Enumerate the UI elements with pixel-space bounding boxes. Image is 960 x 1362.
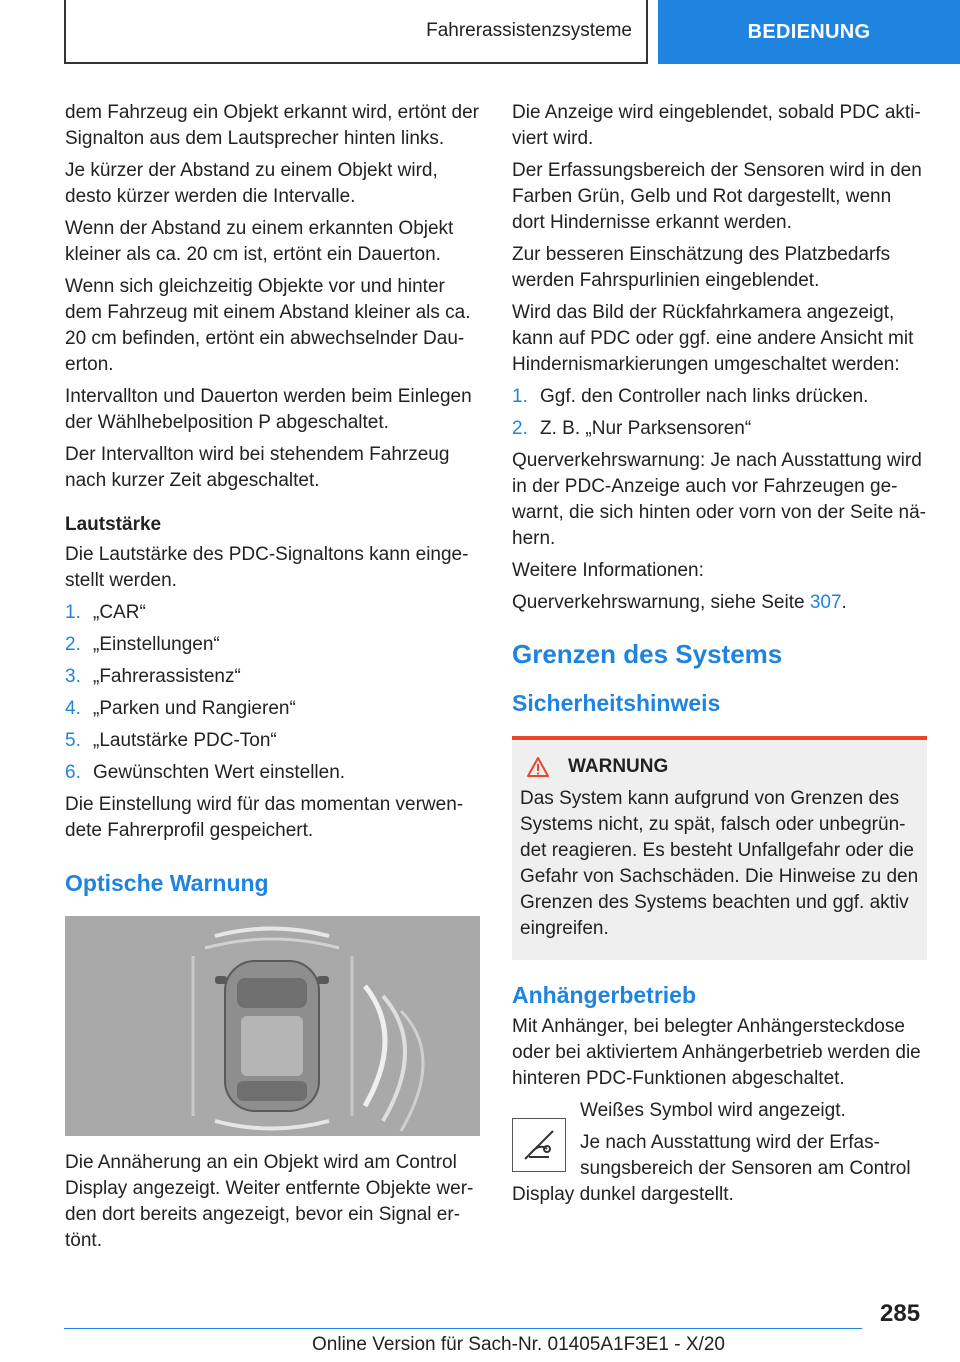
limits-heading: Grenzen des Systems (512, 639, 783, 669)
symbol-description: Weißes Symbol wird angezeigt. Je nach Ausstattung wird der Erfas‐sungsbereich der Sensoren am Control (580, 1100, 911, 1179)
paragraph: Die Anzeige wird eingeblendet, sobald PDC akti‐viert wird. (512, 102, 921, 149)
trailer-symbol-icon (512, 1118, 566, 1172)
more-info-label: Weitere Informationen: (512, 560, 704, 581)
paragraph: Der Intervallton wird bei stehendem Fahrzeug nach kurzer Zeit abgeschaltet. (65, 444, 450, 491)
paragraph: Der Erfassungsbereich der Sensoren wird in den Farben Grün, Gelb und Rot dargestellt, wenn dort Hindernisse erkannt werden. (512, 160, 922, 233)
list-item: 4. „Parken und Rangieren“ (65, 698, 296, 719)
page-reference-link[interactable]: 307 (809, 592, 842, 613)
right-column (512, 100, 927, 1214)
volume-note: Die Einstellung wird für das momentan verwen‐dete Fahrerprofil gespeichert. (65, 794, 464, 841)
warning-header: WARNUNG (520, 756, 919, 778)
list-item: 2. Z. B. „Nur Parksensoren“ (512, 418, 752, 439)
list-item: 1. Ggf. den Controller nach links drücken. (512, 386, 869, 407)
volume-intro: Die Lautstärke des PDC-Signaltons kann einge‐stellt werden. (65, 544, 469, 591)
car-top-view-icon (65, 916, 480, 1136)
pdc-display-illustration (65, 916, 480, 1136)
list-item: 1. „CAR“ (65, 602, 146, 623)
warning-box (512, 736, 927, 960)
paragraph: Wird das Bild der Rückfahrkamera angezeigt, kann auf PDC oder ggf. eine andere Ansicht mit Hindernismarkierungen umgeschaltet werden: (512, 302, 914, 375)
paragraph: Intervallton und Dauerton werden beim Einlegen der Wählhebelposition P abgeschaltet. (65, 386, 472, 433)
paragraph: dem Fahrzeug ein Objekt erkannt wird, ertönt der Signalton aus dem Lautsprecher hinten links. (65, 102, 479, 149)
list-item: 2. „Einstellungen“ (65, 634, 220, 655)
trailer-symbol-row (512, 1098, 927, 1182)
header-chapter-tab (658, 0, 960, 64)
paragraph: Je kürzer der Abstand zu einem Objekt wird, desto kürzer werden die Intervalle. (65, 160, 438, 207)
list-item: 6. Gewünschten Wert einstellen. (65, 762, 346, 783)
volume-steps (65, 600, 480, 786)
paragraph: Wenn sich gleichzeitig Objekte vor und hinter dem Fahrzeug mit einem Abstand kleiner als ca. 20 cm befinden, ertönt ein abwechselnder Dau‐erton. (65, 276, 471, 375)
header-section-title (64, 0, 648, 64)
reference-line: Querverkehrswarnung, siehe Seite 307. (512, 592, 847, 613)
page-number: 285 (880, 1300, 921, 1327)
left-column (65, 100, 480, 1260)
paragraph: Wenn der Abstand zu einem erkannten Objekt kleiner als ca. 20 cm ist, ertönt ein Dauerton. (65, 218, 454, 265)
footer-text: Online Version für Sach-Nr. 01405A1F3E1 - X/20 (312, 1334, 725, 1355)
symbol-description-end: Display dunkel dargestellt. (512, 1184, 734, 1205)
optical-warning-heading: Optische Warnung (65, 870, 269, 896)
trailer-heading: Anhängerbetrieb (512, 982, 697, 1008)
warning-text: Das System kann aufgrund von Grenzen des Systems nicht, zu spät, falsch oder unbegrün‐det reagieren. Es besteht Unfallgefahr oder die Gefahr von Sachschäden. Die Hinweise zu den Grenzen des Systems beachten und ggf. aktiv eingreifen. (520, 788, 919, 939)
footer-divider (64, 1328, 862, 1329)
volume-heading: Lautstärke (65, 514, 162, 535)
trailer-text: Mit Anhänger, bei belegter Anhängersteckdose oder bei aktiviertem Anhängerbetrieb werden die hinteren PDC-Funktionen abgeschaltet. (512, 1016, 921, 1089)
cross-traffic-paragraph: Querverkehrswarnung: Je nach Ausstattung wird in der PDC-Anzeige auch vor Fahrzeugen ge‐warnt, die sich hinten oder vorn von der Seite nä‐hern. (512, 450, 927, 549)
list-item: 3. „Fahrerassistenz“ (65, 666, 241, 687)
illustration-caption: Die Annäherung an ein Objekt wird am Control Display angezeigt. Weiter entfernte Objekte wer‐den dort bereits angezeigt, bevor ein Signal er‐tönt. (65, 1152, 474, 1251)
safety-heading: Sicherheitshinweis (512, 690, 721, 716)
section-label: Fahrerassistenzsysteme (426, 20, 632, 41)
view-steps (512, 384, 927, 442)
paragraph: Zur besseren Einschätzung des Platzbedarfs werden Fahrspurlinien eingeblendet. (512, 244, 891, 291)
warning-triangle-icon (526, 756, 550, 778)
list-item: 5. „Lautstärke PDC-Ton“ (65, 730, 277, 751)
chapter-label: BEDIENUNG (747, 20, 871, 43)
